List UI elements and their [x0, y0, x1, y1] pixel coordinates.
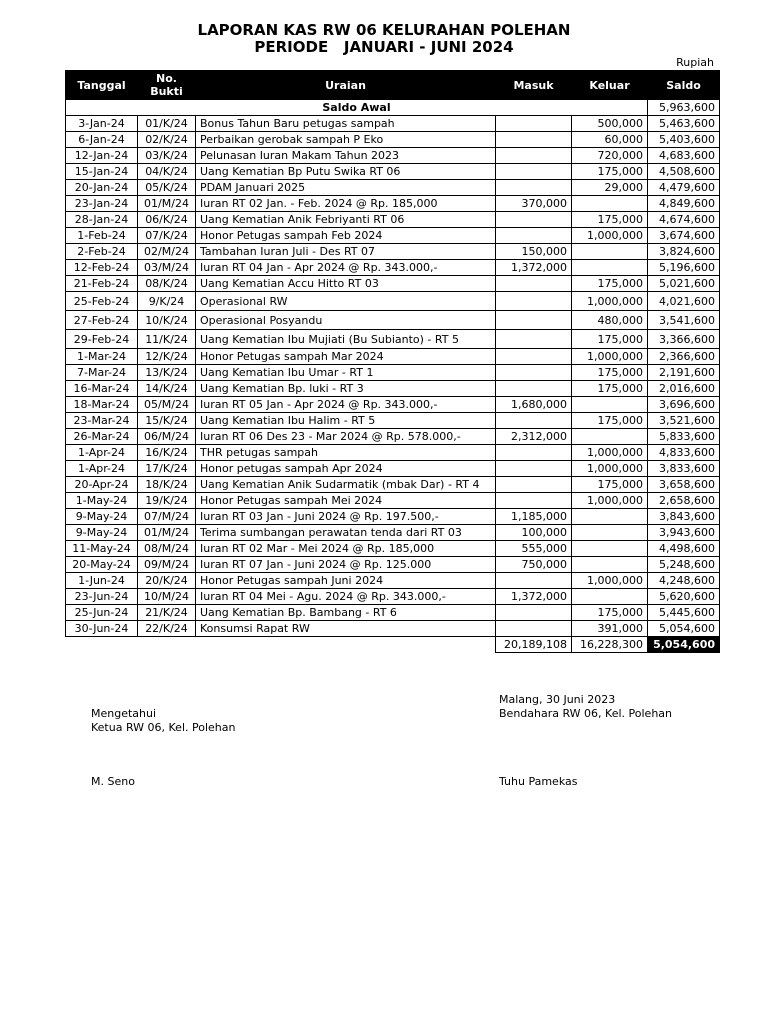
row-in: [496, 228, 572, 244]
table-row: [66, 509, 720, 525]
row-date: 26-Mar-24: [66, 429, 138, 445]
row-in: [496, 621, 572, 637]
row-date: 1-Apr-24: [66, 445, 138, 461]
row-in: [496, 132, 572, 148]
total-in: 20,189,108: [496, 637, 572, 653]
row-in: 555,000: [496, 541, 572, 557]
row-date: 20-May-24: [66, 557, 138, 573]
row-out: 720,000: [572, 148, 648, 164]
row-description: Iuran RT 02 Jan. - Feb. 2024 @ Rp. 185,000: [196, 196, 496, 212]
row-balance: 5,196,600: [648, 260, 720, 276]
table-row: [66, 276, 720, 292]
row-out: [572, 541, 648, 557]
row-in: [496, 445, 572, 461]
table-row: [66, 244, 720, 260]
row-description: Uang Kematian Ibu Mujiati (Bu Subianto) - RT 5: [196, 330, 496, 349]
row-ref: 08/K/24: [138, 276, 196, 292]
row-out: 1,000,000: [572, 461, 648, 477]
row-balance: 5,054,600: [648, 621, 720, 637]
row-ref: 10/M/24: [138, 589, 196, 605]
table-row: [66, 148, 720, 164]
col-header-ref: No. Bukti: [138, 71, 196, 100]
row-ref: 17/K/24: [138, 461, 196, 477]
totals-row: [66, 637, 720, 653]
table-row: [66, 349, 720, 365]
row-description: Uang Kematian Accu Hitto RT 03: [196, 276, 496, 292]
row-description: Iuran RT 02 Mar - Mei 2024 @ Rp. 185,000: [196, 541, 496, 557]
row-out: 60,000: [572, 132, 648, 148]
table-row: [66, 132, 720, 148]
row-ref: 07/K/24: [138, 228, 196, 244]
row-description: Bonus Tahun Baru petugas sampah: [196, 116, 496, 132]
row-balance: 5,445,600: [648, 605, 720, 621]
row-date: 12-Feb-24: [66, 260, 138, 276]
row-balance: 4,683,600: [648, 148, 720, 164]
opening-balance-value: 5,963,600: [648, 100, 720, 116]
row-ref: 18/K/24: [138, 477, 196, 493]
row-out: 175,000: [572, 212, 648, 228]
row-balance: 4,479,600: [648, 180, 720, 196]
row-out: [572, 589, 648, 605]
row-date: 11-May-24: [66, 541, 138, 557]
row-in: [496, 493, 572, 509]
row-ref: 12/K/24: [138, 349, 196, 365]
row-out: [572, 525, 648, 541]
opening-balance-label: Saldo Awal: [66, 100, 648, 116]
row-ref: 11/K/24: [138, 330, 196, 349]
row-description: Uang Kematian Bp. luki - RT 3: [196, 381, 496, 397]
row-balance: 4,833,600: [648, 445, 720, 461]
row-ref: 13/K/24: [138, 365, 196, 381]
table-row: [66, 493, 720, 509]
row-in: [496, 164, 572, 180]
row-in: [496, 413, 572, 429]
row-out: 175,000: [572, 381, 648, 397]
row-balance: 4,021,600: [648, 292, 720, 311]
table-row: [66, 445, 720, 461]
treasurer-name: Tuhu Pamekas: [499, 775, 578, 788]
row-in: [496, 573, 572, 589]
row-out: [572, 244, 648, 260]
row-in: [496, 349, 572, 365]
row-ref: 01/M/24: [138, 196, 196, 212]
row-ref: 03/M/24: [138, 260, 196, 276]
row-in: [496, 148, 572, 164]
row-ref: 04/K/24: [138, 164, 196, 180]
row-balance: 5,248,600: [648, 557, 720, 573]
row-ref: 10/K/24: [138, 311, 196, 330]
row-description: Honor Petugas sampah Mei 2024: [196, 493, 496, 509]
row-out: [572, 557, 648, 573]
row-date: 1-Jun-24: [66, 573, 138, 589]
row-description: Uang Kematian Ibu Halim - RT 5: [196, 413, 496, 429]
row-date: 30-Jun-24: [66, 621, 138, 637]
row-in: [496, 461, 572, 477]
table-row: [66, 116, 720, 132]
row-ref: 14/K/24: [138, 381, 196, 397]
row-balance: 3,824,600: [648, 244, 720, 260]
row-out: 175,000: [572, 413, 648, 429]
row-out: [572, 397, 648, 413]
table-row: [66, 164, 720, 180]
row-balance: 3,521,600: [648, 413, 720, 429]
table-row: [66, 365, 720, 381]
row-date: 3-Jan-24: [66, 116, 138, 132]
row-ref: 02/K/24: [138, 132, 196, 148]
row-description: Honor petugas sampah Apr 2024: [196, 461, 496, 477]
col-header-date: Tanggal: [66, 71, 138, 100]
final-balance: 5,054,600: [648, 637, 720, 653]
col-header-out: Keluar: [572, 71, 648, 100]
row-in: [496, 330, 572, 349]
row-date: 1-May-24: [66, 493, 138, 509]
row-date: 25-Jun-24: [66, 605, 138, 621]
chairman-role: Ketua RW 06, Kel. Polehan: [91, 721, 236, 734]
row-description: Uang Kematian Ibu Umar - RT 1: [196, 365, 496, 381]
row-description: PDAM Januari 2025: [196, 180, 496, 196]
table-row: [66, 541, 720, 557]
row-in: 750,000: [496, 557, 572, 573]
row-out: 1,000,000: [572, 573, 648, 589]
row-ref: 03/K/24: [138, 148, 196, 164]
row-in: [496, 365, 572, 381]
row-balance: 5,620,600: [648, 589, 720, 605]
row-description: Konsumsi Rapat RW: [196, 621, 496, 637]
row-balance: 5,021,600: [648, 276, 720, 292]
table-row: [66, 228, 720, 244]
row-ref: 01/M/24: [138, 525, 196, 541]
row-balance: 3,943,600: [648, 525, 720, 541]
row-date: 18-Mar-24: [66, 397, 138, 413]
row-description: Uang Kematian Bp. Bambang - RT 6: [196, 605, 496, 621]
table-row: [66, 180, 720, 196]
row-balance: 4,849,600: [648, 196, 720, 212]
opening-balance-row: [66, 100, 720, 116]
row-in: 370,000: [496, 196, 572, 212]
report-title: LAPORAN KAS RW 06 KELURAHAN POLEHAN: [197, 21, 571, 39]
table-row: [66, 461, 720, 477]
row-date: 2-Feb-24: [66, 244, 138, 260]
row-balance: 5,403,600: [648, 132, 720, 148]
row-date: 6-Jan-24: [66, 132, 138, 148]
row-in: 100,000: [496, 525, 572, 541]
row-ref: 16/K/24: [138, 445, 196, 461]
row-balance: 3,833,600: [648, 461, 720, 477]
row-date: 28-Jan-24: [66, 212, 138, 228]
row-date: 20-Apr-24: [66, 477, 138, 493]
total-out: 16,228,300: [572, 637, 648, 653]
row-balance: 3,674,600: [648, 228, 720, 244]
row-ref: 02/M/24: [138, 244, 196, 260]
row-out: 1,000,000: [572, 228, 648, 244]
row-description: Pelunasan Iuran Makam Tahun 2023: [196, 148, 496, 164]
row-description: Uang Kematian Anik Febriyanti RT 06: [196, 212, 496, 228]
row-out: [572, 429, 648, 445]
table-row: [66, 212, 720, 228]
row-balance: 3,696,600: [648, 397, 720, 413]
row-out: 500,000: [572, 116, 648, 132]
table-row: [66, 525, 720, 541]
row-date: 7-Mar-24: [66, 365, 138, 381]
row-date: 27-Feb-24: [66, 311, 138, 330]
row-description: Iuran RT 04 Mei - Agu. 2024 @ Rp. 343.000,-: [196, 589, 496, 605]
row-balance: 3,658,600: [648, 477, 720, 493]
table-row: [66, 330, 720, 349]
row-date: 15-Jan-24: [66, 164, 138, 180]
totals-spacer: [66, 637, 496, 653]
row-in: [496, 276, 572, 292]
row-balance: 4,498,600: [648, 541, 720, 557]
table-row: [66, 429, 720, 445]
row-ref: 20/K/24: [138, 573, 196, 589]
row-date: 16-Mar-24: [66, 381, 138, 397]
table-row: [66, 589, 720, 605]
chairman-name: M. Seno: [91, 775, 135, 788]
table-row: [66, 621, 720, 637]
row-balance: 4,508,600: [648, 164, 720, 180]
row-ref: 21/K/24: [138, 605, 196, 621]
row-date: 12-Jan-24: [66, 148, 138, 164]
row-description: Perbaikan gerobak sampah P Eko: [196, 132, 496, 148]
row-balance: 4,674,600: [648, 212, 720, 228]
row-out: 1,000,000: [572, 493, 648, 509]
row-description: Honor Petugas sampah Juni 2024: [196, 573, 496, 589]
currency-label: Rupiah: [676, 56, 714, 69]
row-description: Tambahan Iuran Juli - Des RT 07: [196, 244, 496, 260]
row-in: [496, 381, 572, 397]
row-balance: 4,248,600: [648, 573, 720, 589]
treasurer-role: Bendahara RW 06, Kel. Polehan: [499, 707, 673, 720]
row-in: 1,372,000: [496, 589, 572, 605]
table-row: [66, 292, 720, 311]
row-out: 391,000: [572, 621, 648, 637]
row-out: 1,000,000: [572, 292, 648, 311]
row-date: 20-Jan-24: [66, 180, 138, 196]
table-row: [66, 196, 720, 212]
row-date: 1-Feb-24: [66, 228, 138, 244]
row-description: Iuran RT 06 Des 23 - Mar 2024 @ Rp. 578.000,-: [196, 429, 496, 445]
row-date: 21-Feb-24: [66, 276, 138, 292]
row-balance: 3,366,600: [648, 330, 720, 349]
row-description: Uang Kematian Bp Putu Swika RT 06: [196, 164, 496, 180]
row-out: 1,000,000: [572, 349, 648, 365]
row-date: 23-Jan-24: [66, 196, 138, 212]
place-date: Malang, 30 Juni 2023: [499, 693, 616, 706]
row-date: 9-May-24: [66, 509, 138, 525]
row-out: 480,000: [572, 311, 648, 330]
row-ref: 01/K/24: [138, 116, 196, 132]
row-date: 9-May-24: [66, 525, 138, 541]
row-in: 1,372,000: [496, 260, 572, 276]
row-out: 175,000: [572, 477, 648, 493]
row-in: [496, 212, 572, 228]
row-balance: 2,658,600: [648, 493, 720, 509]
row-date: 1-Apr-24: [66, 461, 138, 477]
row-ref: 19/K/24: [138, 493, 196, 509]
report-period: PERIODE JANUARI - JUNI 2024: [254, 38, 514, 56]
table-row: [66, 381, 720, 397]
row-balance: 3,541,600: [648, 311, 720, 330]
table-row: [66, 605, 720, 621]
row-out: 175,000: [572, 365, 648, 381]
row-date: 23-Mar-24: [66, 413, 138, 429]
row-in: 2,312,000: [496, 429, 572, 445]
row-balance: 2,191,600: [648, 365, 720, 381]
row-date: 1-Mar-24: [66, 349, 138, 365]
row-ref: 06/M/24: [138, 429, 196, 445]
col-header-description: Uraian: [196, 71, 496, 100]
row-description: Operasional RW: [196, 292, 496, 311]
row-out: 29,000: [572, 180, 648, 196]
acknowledged-label: Mengetahui: [91, 707, 157, 720]
row-balance: 5,833,600: [648, 429, 720, 445]
col-header-balance: Saldo: [648, 71, 720, 100]
row-in: 1,680,000: [496, 397, 572, 413]
row-ref: 06/K/24: [138, 212, 196, 228]
row-out: 175,000: [572, 164, 648, 180]
row-out: [572, 509, 648, 525]
row-date: 23-Jun-24: [66, 589, 138, 605]
row-in: [496, 311, 572, 330]
row-balance: 2,016,600: [648, 381, 720, 397]
table-row: [66, 573, 720, 589]
row-in: 1,185,000: [496, 509, 572, 525]
row-balance: 5,463,600: [648, 116, 720, 132]
row-description: Iuran RT 04 Jan - Apr 2024 @ Rp. 343.000,-: [196, 260, 496, 276]
row-description: Honor Petugas sampah Feb 2024: [196, 228, 496, 244]
row-out: 1,000,000: [572, 445, 648, 461]
row-description: Iuran RT 07 Jan - Juni 2024 @ Rp. 125.000: [196, 557, 496, 573]
table-row: [66, 477, 720, 493]
row-out: 175,000: [572, 276, 648, 292]
row-description: Operasional Posyandu: [196, 311, 496, 330]
row-date: 25-Feb-24: [66, 292, 138, 311]
table-header-row: [66, 71, 720, 100]
row-balance: 2,366,600: [648, 349, 720, 365]
row-ref: 05/K/24: [138, 180, 196, 196]
row-in: 150,000: [496, 244, 572, 260]
row-ref: 05/M/24: [138, 397, 196, 413]
row-in: [496, 116, 572, 132]
table-row: [66, 311, 720, 330]
row-in: [496, 605, 572, 621]
cash-report-table: [65, 70, 720, 653]
row-out: [572, 260, 648, 276]
col-header-in: Masuk: [496, 71, 572, 100]
row-description: THR petugas sampah: [196, 445, 496, 461]
row-description: Iuran RT 05 Jan - Apr 2024 @ Rp. 343.000,-: [196, 397, 496, 413]
row-in: [496, 292, 572, 311]
row-ref: 15/K/24: [138, 413, 196, 429]
row-out: [572, 196, 648, 212]
row-balance: 3,843,600: [648, 509, 720, 525]
table-row: [66, 413, 720, 429]
row-description: Honor Petugas sampah Mar 2024: [196, 349, 496, 365]
row-in: [496, 180, 572, 196]
row-description: Iuran RT 03 Jan - Juni 2024 @ Rp. 197.500,-: [196, 509, 496, 525]
row-ref: 9/K/24: [138, 292, 196, 311]
row-out: 175,000: [572, 330, 648, 349]
row-in: [496, 477, 572, 493]
table-row: [66, 260, 720, 276]
row-description: Terima sumbangan perawatan tenda dari RT 03: [196, 525, 496, 541]
row-ref: 07/M/24: [138, 509, 196, 525]
table-row: [66, 557, 720, 573]
row-out: 175,000: [572, 605, 648, 621]
table-row: [66, 397, 720, 413]
row-ref: 08/M/24: [138, 541, 196, 557]
row-ref: 09/M/24: [138, 557, 196, 573]
row-ref: 22/K/24: [138, 621, 196, 637]
row-date: 29-Feb-24: [66, 330, 138, 349]
row-description: Uang Kematian Anik Sudarmatik (mbak Dar) - RT 4: [196, 477, 496, 493]
